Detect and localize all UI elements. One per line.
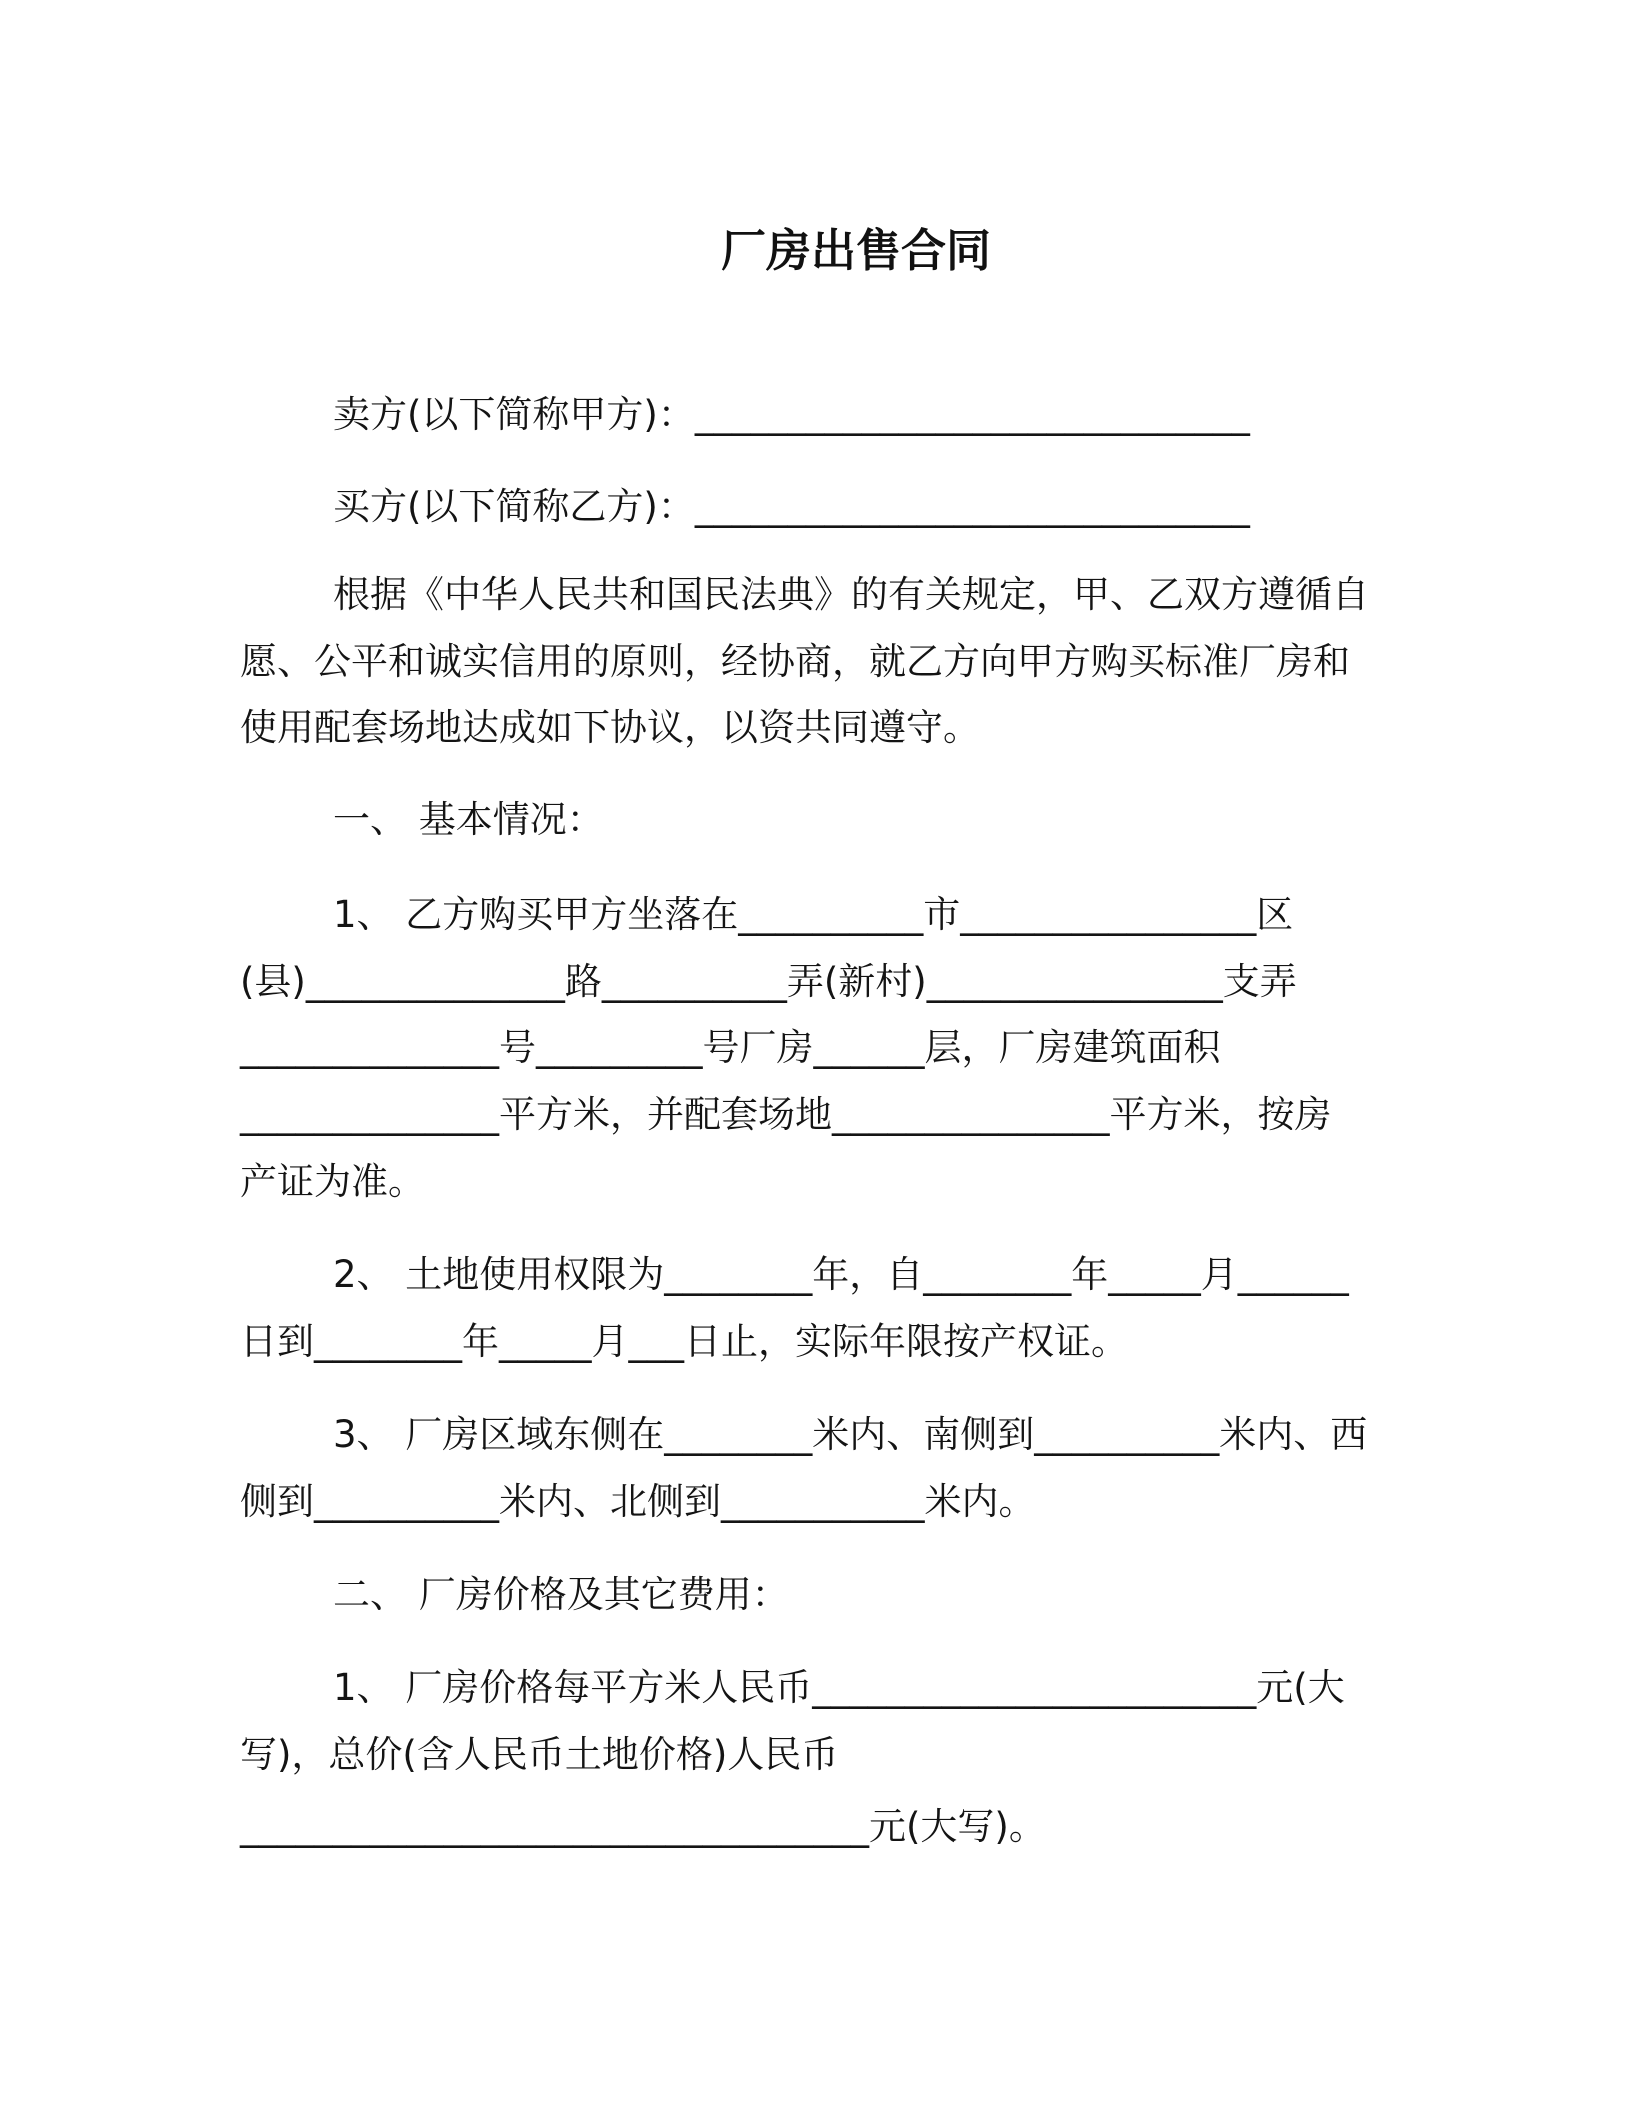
buyer-paragraph [240, 474, 1500, 541]
clause-line: 1、 乙方购买甲方坐落在__________市________________区 [333, 893, 1294, 936]
clause-1-1 [240, 882, 1500, 1215]
section-2-heading-block [240, 1562, 1500, 1629]
intro-line: 愿、公平和诚实信用的原则，经协商，就乙方向甲方购买标准厂房和 [240, 639, 1350, 683]
clause-1-2 [240, 1242, 1500, 1375]
clause-line: ______________平方米，并配套场地_______________平方米，按房 [240, 1092, 1332, 1136]
clause-2-1 [240, 1655, 1500, 1861]
clause-line: 侧到__________米内、北侧到___________米内。 [240, 1479, 1036, 1523]
clause-line: (县)______________路__________弄(新村)________________支弄 [240, 959, 1297, 1003]
clause-line: ______________号_________号厂房______层，厂房建筑面积 [240, 1026, 1221, 1070]
clause-line: 日到________年_____月___日止，实际年限按产权证。 [240, 1319, 1128, 1363]
clause-line: 产证为准。 [240, 1159, 425, 1203]
clause-line: 2、 土地使用权限为________年，自________年_____月______ [333, 1253, 1349, 1296]
clause-line: 3、 厂房区域东侧在________米内、南侧到__________米内、西 [333, 1413, 1368, 1456]
buyer-line: 买方(以下简称乙方)：______________________________ [333, 485, 1250, 528]
clause-1-3 [240, 1402, 1500, 1535]
clause-line: __________________________________元(大写)。 [240, 1805, 1046, 1849]
clause-line: 1、 厂房价格每平方米人民币________________________元(大 [333, 1666, 1345, 1709]
clause-line: 写)，总价(含人民币土地价格)人民币 [240, 1732, 839, 1776]
section-heading: 二、 厂房价格及其它费用： [333, 1573, 789, 1616]
section-1-heading-block [240, 787, 1500, 854]
document-title: 厂房出售合同 [721, 224, 992, 277]
intro-line: 使用配套场地达成如下协议，以资共同遵守。 [240, 706, 980, 750]
section-heading: 一、 基本情况： [333, 798, 604, 841]
intro-line: 根据《中华人民共和国民法典》的有关规定，甲、乙双方遵循自 [333, 573, 1369, 616]
intro-paragraph [240, 562, 1500, 762]
seller-line: 卖方(以下简称甲方)：______________________________ [333, 393, 1250, 436]
seller-paragraph [240, 382, 1500, 449]
